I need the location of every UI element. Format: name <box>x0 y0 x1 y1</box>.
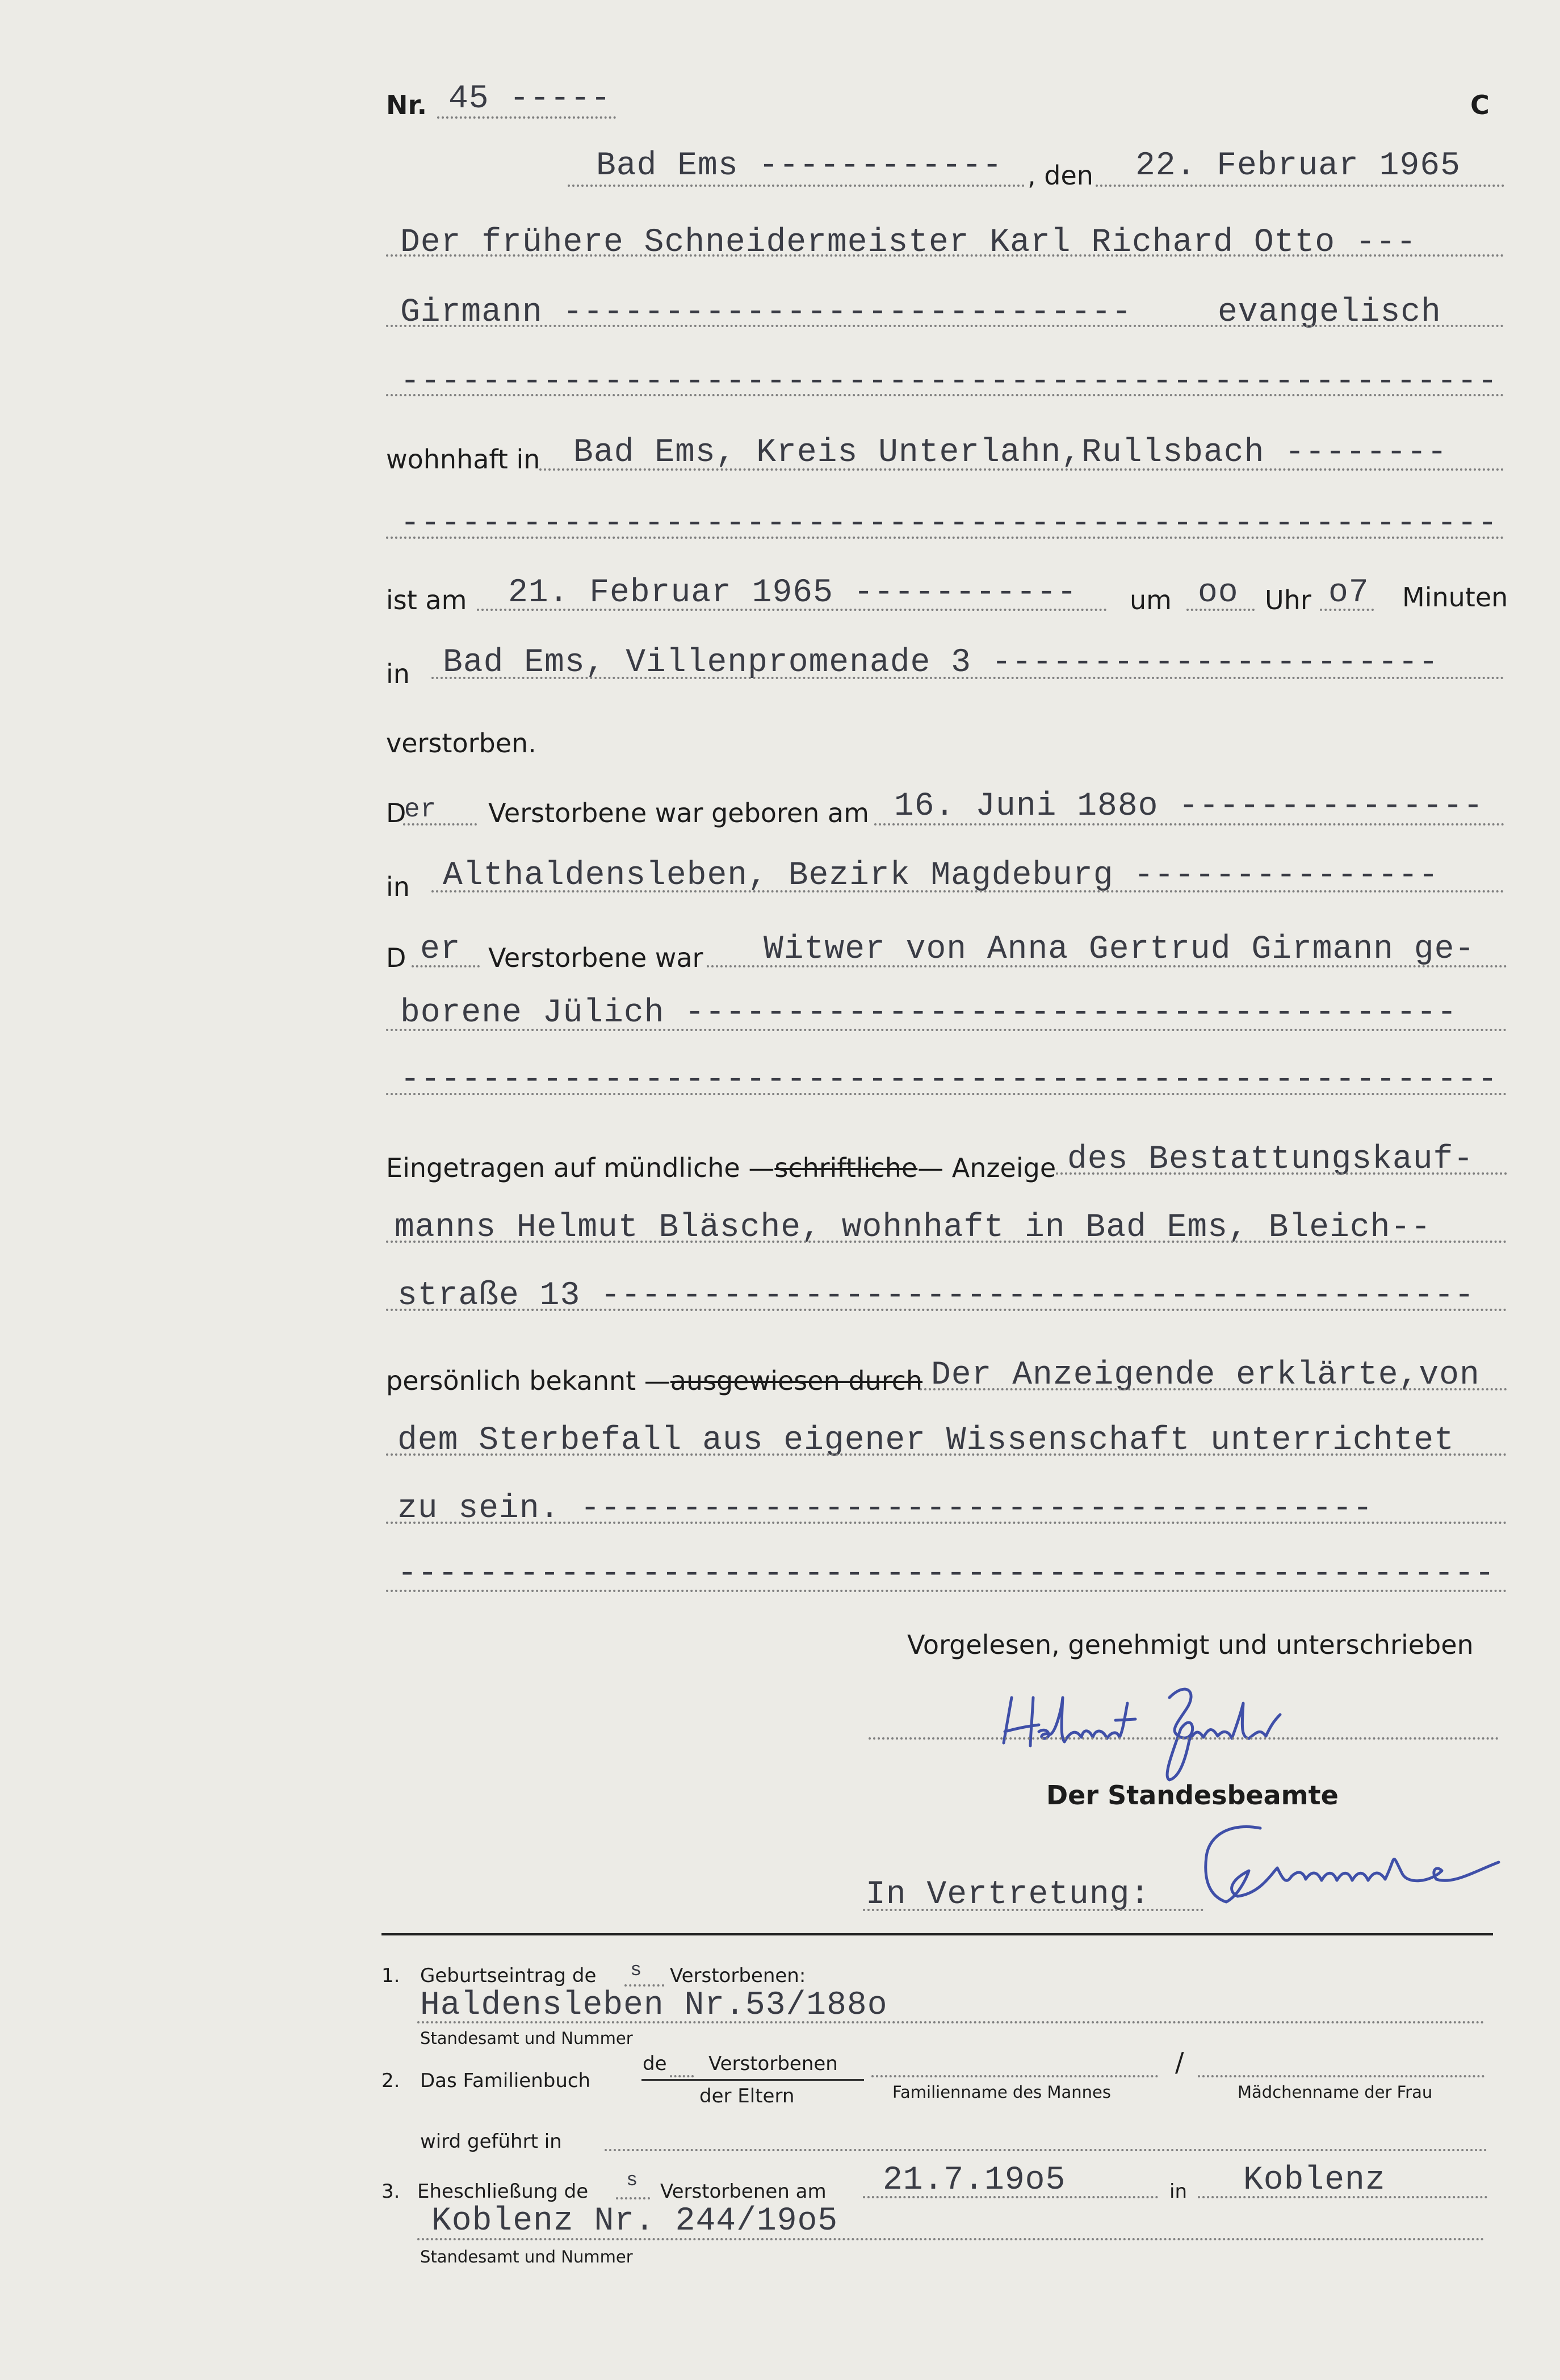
marriage-place: Koblenz <box>1243 2162 1386 2199</box>
verstorben-label: verstorben. <box>386 728 536 759</box>
marital-line2-rule <box>386 1029 1507 1031</box>
header-place: Bad Ems ------------ <box>596 148 1003 185</box>
birth-article: er <box>404 795 437 824</box>
identity-line4: ------------------------------------------------------ <box>397 1556 1495 1593</box>
deputy-rule <box>863 1909 1203 1911</box>
residence-label: wohnhaft in <box>386 444 540 475</box>
minuten-label: Minuten <box>1402 582 1508 613</box>
identity-label <box>386 1365 922 1396</box>
registration-line1-rule <box>1056 1172 1507 1175</box>
kept-in-label: wird geführt in <box>420 2130 562 2153</box>
um-label: um <box>1130 585 1172 615</box>
marital-article: er <box>420 931 461 968</box>
birth-label: Verstorbene war geboren am <box>488 798 869 828</box>
birth-date: 16. Juni 188o --------------- <box>894 788 1484 825</box>
marriage-registry: Koblenz Nr. 244/19o5 <box>431 2203 838 2240</box>
maiden-caption: Mädchenname der Frau <box>1238 2082 1433 2102</box>
husband-name-rule <box>871 2075 1158 2077</box>
marital-line1: Witwer von Anna Gertrud Girmann ge- <box>764 931 1475 968</box>
marriage-date-rule <box>863 2196 1158 2198</box>
nr-value: 45 ----- <box>448 81 611 118</box>
note1-number: 1. <box>381 1964 400 1987</box>
header-date-line <box>1096 185 1504 187</box>
family-book-slash: / <box>1175 2047 1184 2077</box>
residence-cont-rule <box>386 537 1504 539</box>
marriage-suffix: s <box>626 2170 639 2192</box>
registration-label-end: — Anzeige <box>917 1153 1056 1183</box>
birth-in-label: in <box>386 871 410 902</box>
death-minutes: o7 <box>1328 575 1369 611</box>
family-book-verstorbenen: Verstorbenen <box>708 2052 838 2075</box>
read-approved: Vorgelesen, genehmigt und unterschrieben <box>907 1629 1474 1660</box>
ist-am-label: ist am <box>386 585 467 615</box>
registry-caption-1: Standesamt und Nummer <box>420 2029 633 2048</box>
registry-caption-2: Standesamt und Nummer <box>420 2247 633 2266</box>
marriage-in-label: in <box>1169 2180 1187 2203</box>
death-hour: oo <box>1198 575 1239 611</box>
birth-place-rule <box>431 890 1504 892</box>
registration-label-start: Eingetragen auf mündliche — <box>386 1153 775 1183</box>
deceased-name: Girmann ---------------------------- <box>400 294 1133 331</box>
registration-line1: des Bestattungskauf- <box>1067 1141 1474 1178</box>
registrar-label: Der Standesbeamte <box>1046 1780 1339 1811</box>
registration-line3-rule <box>386 1309 1507 1311</box>
marital-label: Verstorbene war <box>488 942 703 973</box>
marriage-label2: Verstorbenen am <box>660 2180 827 2203</box>
husband-caption: Familienname des Mannes <box>892 2082 1111 2102</box>
identity-line2-rule <box>386 1453 1507 1456</box>
marital-line1-rule <box>707 965 1507 967</box>
marital-line3: ------------------------------------------------------ <box>400 1062 1498 1099</box>
birth-article-rule <box>403 823 477 826</box>
residence: Bad Ems, Kreis Unterlahn,Rullsbach -------- <box>573 434 1448 471</box>
identity-line1-rule <box>920 1388 1507 1390</box>
family-book-eltern: der Eltern <box>699 2085 795 2107</box>
header-place-line <box>568 185 1025 187</box>
corner-letter: C <box>1470 90 1490 120</box>
notes-separator <box>381 1933 1493 1935</box>
nr-label: Nr. <box>386 90 427 120</box>
signature-grimme <box>1192 1817 1510 1919</box>
note3-number: 3. <box>381 2180 400 2203</box>
identity-line3-rule <box>386 1522 1507 1524</box>
kept-in-rule <box>605 2149 1487 2151</box>
identity-struck: ausgewiesen durch <box>670 1365 923 1396</box>
birth-place: Althaldensleben, Bezirk Magdeburg --------------- <box>443 857 1439 894</box>
maiden-name-rule <box>1198 2075 1484 2077</box>
marital-d-label: D <box>386 942 406 973</box>
marriage-label: Eheschließung de <box>417 2180 589 2203</box>
marriage-registry-rule <box>417 2238 1484 2240</box>
registration-line2: manns Helmut Bläsche, wohnhaft in Bad Ems, Bleich-- <box>395 1209 1432 1246</box>
registration-line2-rule <box>386 1241 1507 1243</box>
signature1-rule <box>869 1737 1499 1740</box>
family-book-label: Das Familienbuch <box>420 2069 591 2092</box>
registration-struck: schriftliche <box>774 1153 918 1183</box>
header-date: 22. Februar 1965 <box>1135 148 1461 185</box>
uhr-label: Uhr <box>1265 585 1311 615</box>
death-in-label: in <box>386 659 410 689</box>
residence-rule <box>539 468 1504 471</box>
signature-helmut-blasche <box>999 1675 1385 1783</box>
note2-number: 2. <box>381 2069 400 2092</box>
deceased-line1-rule <box>386 254 1504 257</box>
deputy-label: In Vertretung: <box>866 1876 1151 1913</box>
identity-line1: Der Anzeigende erklärte,von <box>931 1357 1480 1394</box>
marital-line3-rule <box>386 1093 1507 1095</box>
deceased-religion: evangelisch <box>1218 294 1441 331</box>
death-date-rule <box>477 609 1107 611</box>
identity-line2: dem Sterbefall aus eigener Wissenschaft unterrichtet <box>397 1422 1454 1459</box>
birth-entry-label: Geburtseintrag de <box>420 1964 597 1987</box>
identity-line3: zu sein. --------------------------------------- <box>397 1490 1373 1527</box>
birth-d-label: D <box>386 798 406 828</box>
marriage-suffix-rule <box>616 2197 650 2199</box>
family-book-de-rule <box>670 2075 694 2077</box>
deceased-line3-rule <box>386 394 1504 396</box>
deceased-line1: Der frühere Schneidermeister Karl Richard Otto --- <box>400 224 1417 261</box>
birth-entry-value: Haldensleben Nr.53/188o <box>420 1987 888 2024</box>
marital-line2: borene Jülich -------------------------------------- <box>400 995 1457 1032</box>
hour-rule <box>1186 609 1255 611</box>
identity-label-start: persönlich bekannt — <box>386 1365 670 1396</box>
birth-entry-rule <box>417 2021 1484 2023</box>
death-place: Bad Ems, Villenpromenade 3 ---------------------- <box>443 644 1439 681</box>
identity-line4-rule <box>386 1590 1507 1592</box>
deceased-line3: ------------------------------------------------------ <box>400 363 1498 400</box>
birth-entry-suffix: s <box>630 1960 643 1981</box>
marital-article-rule <box>412 965 480 967</box>
nr-line <box>437 116 616 119</box>
deceased-line2-rule <box>386 325 1504 327</box>
residence-cont: ------------------------------------------------------ <box>400 505 1498 542</box>
registration-line3: straße 13 ------------------------------------------- <box>397 1277 1475 1314</box>
marriage-date: 21.7.19o5 <box>883 2162 1066 2199</box>
registration-label <box>386 1153 1056 1183</box>
death-date: 21. Februar 1965 ----------- <box>508 575 1077 611</box>
birth-entry-label2: Verstorbenen: <box>670 1964 806 1987</box>
birth-date-rule <box>874 823 1504 826</box>
family-book-fraction-line <box>641 2079 864 2081</box>
marriage-place-rule <box>1198 2196 1487 2198</box>
birth-entry-suffix-rule <box>624 1984 664 1987</box>
family-book-de: de <box>643 2052 667 2075</box>
death-place-rule <box>431 677 1504 679</box>
minutes-rule <box>1320 609 1374 611</box>
den-label: , den <box>1028 160 1093 191</box>
